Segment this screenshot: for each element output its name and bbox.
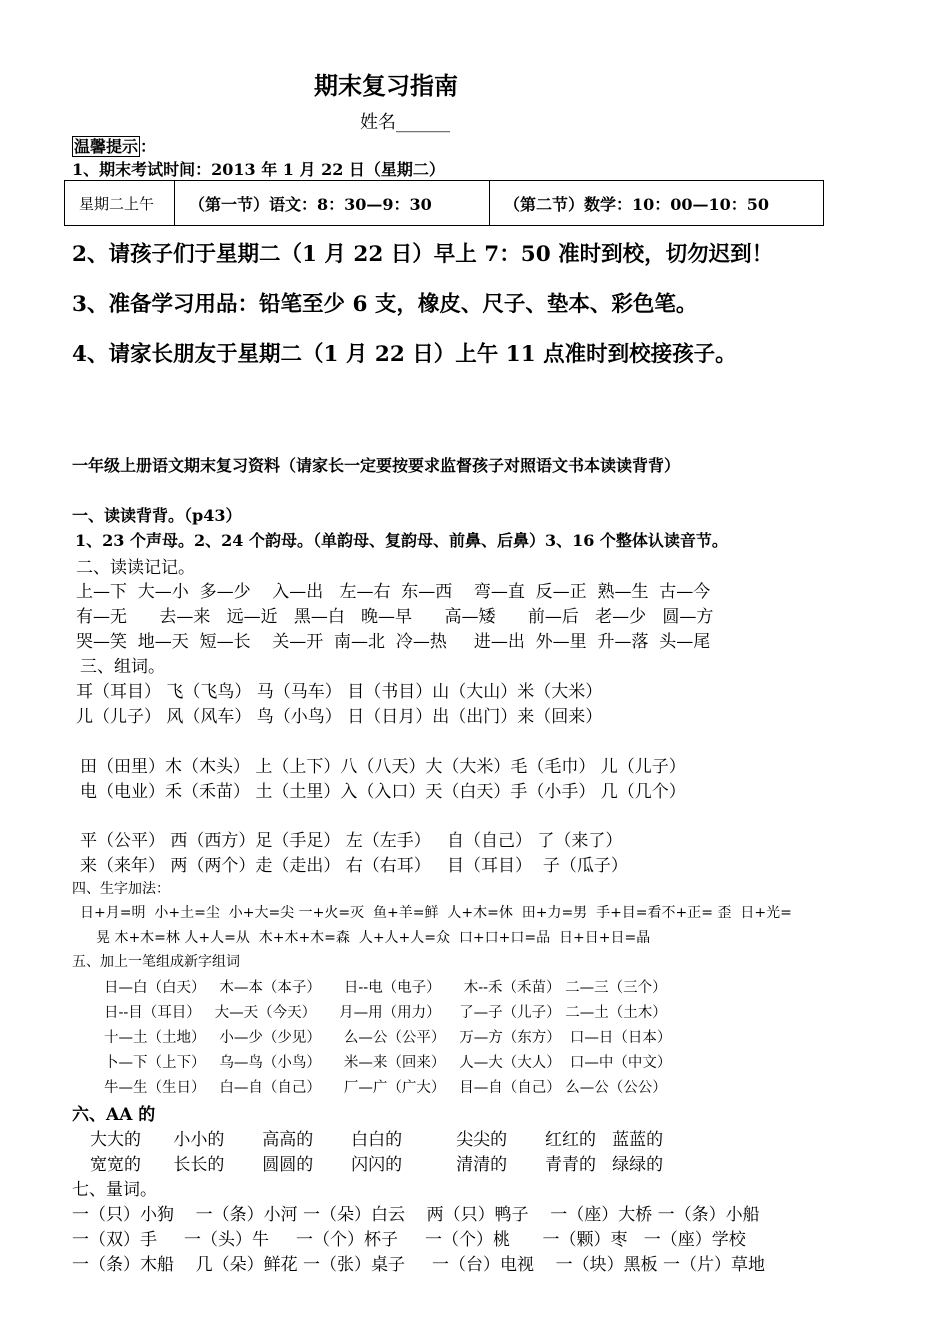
section-7-line: 一（双）手 一（头）牛 一（个）杯子 一（个）桃 一（颗）枣 一（座）学校 <box>72 1230 746 1250</box>
section-3-line: 耳（耳目） 飞（飞鸟） 马（马车） 目（书目）山（大山）米（大米） <box>76 682 603 702</box>
section-6-line: 宽宽的 长长的 圆圆的 闪闪的 清清的 青青的 绿绿的 <box>90 1155 664 1175</box>
schedule-session-1: （第一节）语文：8：30—9：30 <box>175 181 490 226</box>
schedule-table <box>64 180 824 226</box>
schedule-day: 星期二上午 <box>65 181 175 226</box>
section-7-line: 一（条）木船 几（朵）鲜花 一（张）桌子 一（台）电视 一（块）黑板 一（片）草地 <box>72 1255 766 1275</box>
notice-supplies: 3、准备学习用品：铅笔至少 6 支，橡皮、尺子、垫本、彩色笔。 <box>72 292 698 317</box>
section-6-heading: 六、AA 的 <box>72 1105 156 1125</box>
section-1-heading: 一、读读背背。（p43） <box>72 506 242 525</box>
section-3-line: 田（田里）木（木头） 上（上下）八（八天）大（大米）毛（毛巾） 儿（儿子） <box>80 757 686 777</box>
section-4-line: 晃 木+木=林 人+人=从 木+木+木=森 人+人+人=众 口+口+口=品 日+日+日=晶 <box>96 930 651 946</box>
page-title: 期末复习指南 <box>314 71 458 100</box>
section-5-line: 牛—生（生日） 白—自（自己） 厂—广（广大） 目—自（自己） 么—公（公公） <box>104 1080 667 1096</box>
section-7-line: 一（只）小狗 一（条）小河 一（朵）白云 两（只）鸭子 一（座）大桥 一（条）小船 <box>72 1205 760 1225</box>
name-field-label: 姓名______ <box>360 112 450 133</box>
section-2-line: 有—无 去—来 远—近 黑—白 晚—早 高—矮 前—后 老—少 圆—方 <box>76 607 714 627</box>
section-5-line: 日--目（耳目） 大—天（今天） 月—用（用力） 了—子（儿子） 二—土（土木） <box>104 1005 667 1021</box>
section-4-heading: 四、生字加法： <box>72 881 170 897</box>
section-7-heading: 七、量词。 <box>72 1180 157 1200</box>
schedule-session-2: （第二节）数学：10：00—10：50 <box>490 181 824 226</box>
section-3-line: 来（来年） 两（两个）走（走出） 右（右耳） 目（耳目） 子（瓜子） <box>80 856 628 876</box>
section-3-line: 电（电业）禾（禾苗） 土（土里）入（入口）天（白天）手（小手） 几（几个） <box>80 782 686 802</box>
section-5-line: 卜—下（上下） 乌—鸟（小鸟） 米—来（回来） 人—大（大人） 口—中（中文） <box>104 1055 672 1071</box>
notice-pickup: 4、请家长朋友于星期二（1 月 22 日）上午 11 点准时到校接孩子。 <box>72 342 737 367</box>
section-4-line: 日+月=明 小+土=尘 小+大=尖 一+火=灭 鱼+羊=鲜 人+木=休 田+力=男 手+目=看不+正= 歪 日+光= <box>80 905 792 921</box>
section-6-line: 大大的 小小的 高高的 白白的 尖尖的 红红的 蓝蓝的 <box>90 1130 664 1150</box>
notice-arrival: 2、请孩子们于星期二（1 月 22 日）早上 7：50 准时到校，切勿迟到！ <box>72 242 774 267</box>
tips-heading <box>72 134 156 157</box>
section-3-line: 儿（儿子） 风（风车） 鸟（小鸟） 日（日月）出（出门）来（回来） <box>76 707 603 727</box>
section-3-line: 平（公平） 西（西方）足（手足） 左（左手） 自（自己） 了（来了） <box>80 831 623 851</box>
exam-time: 1、期末考试时间：2013 年 1 月 22 日（星期二） <box>72 160 445 179</box>
tips-colon: ： <box>140 137 157 156</box>
section-5-line: 十—土（土地） 小—少（少见） 么—公（公平） 万—方（东方） 口—日（日本） <box>104 1030 672 1046</box>
schedule-row <box>65 181 824 226</box>
section-3-heading: 三、组词。 <box>80 657 165 677</box>
section-2-line: 上—下 大—小 多—少 入—出 左—右 东—西 弯—直 反—正 熟—生 古—今 <box>76 582 711 602</box>
section-5-line: 日—白（白天） 木—本（本子） 日--电（电子） 木--禾（禾苗） 二—三（三个） <box>104 980 667 996</box>
section-2-heading: 二、读读记记。 <box>76 558 195 578</box>
section-5-heading: 五、加上一笔组成新字组词 <box>72 954 240 970</box>
section-2-line: 哭—笑 地—天 短—长 关—开 南—北 冷—热 进—出 外—里 升—落 头—尾 <box>76 632 711 652</box>
material-title: 一年级上册语文期末复习资料（请家长一定要按要求监督孩子对照语文书本读读背背） <box>72 456 681 475</box>
tips-label: 温馨提示 <box>74 137 139 156</box>
section-1-line: 1、23 个声母。2、24 个韵母。（单韵母、复韵母、前鼻、后鼻）3、16 个整体认读音节。 <box>75 531 728 550</box>
